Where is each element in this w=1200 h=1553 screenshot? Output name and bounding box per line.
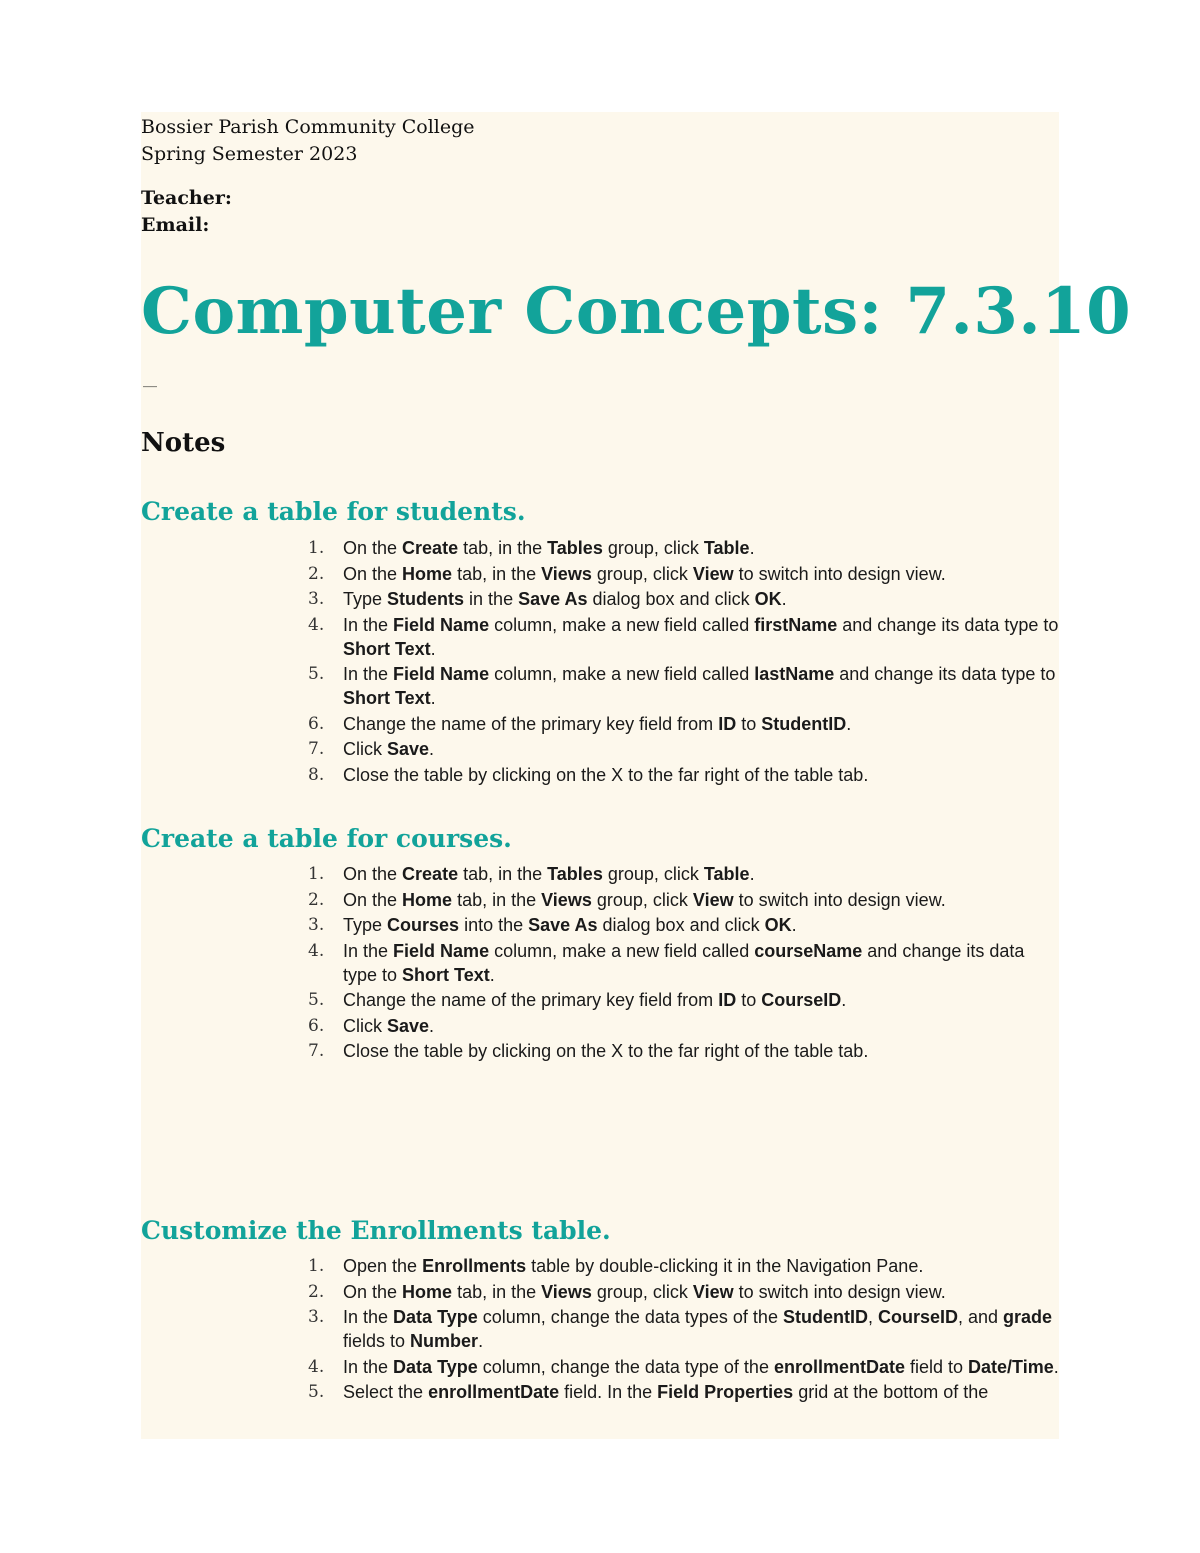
step-keyword: View <box>692 889 734 910</box>
step-keyword: enrollmentDate <box>428 1382 560 1402</box>
step-text: tab, in the <box>452 889 542 910</box>
steps-list-students <box>300 536 1060 788</box>
list-item <box>300 1380 1060 1404</box>
step-text: to switch into design view. <box>733 563 946 584</box>
list-item <box>300 939 1060 987</box>
list-item <box>300 1039 1060 1063</box>
step-text: On the <box>343 538 403 558</box>
step-text: . <box>841 990 847 1010</box>
step-text: group, click <box>591 889 693 910</box>
step-keyword: Tables <box>547 864 603 884</box>
list-item <box>300 862 1060 886</box>
step-text: Open the <box>343 1256 423 1276</box>
step-text: group, click <box>591 563 693 584</box>
notes-heading: Notes <box>141 428 226 458</box>
step-text: tab, in the <box>452 1281 542 1302</box>
list-item <box>300 1254 1060 1278</box>
step-text: dialog box and click <box>597 915 765 935</box>
step-keyword: View <box>692 1281 734 1302</box>
step-number: 7. <box>308 1041 325 1061</box>
step-text: In the <box>343 1307 394 1327</box>
step-keyword: firstName <box>754 614 838 635</box>
step-text: . <box>1053 1356 1059 1377</box>
list-item <box>300 1305 1060 1353</box>
step-text: table by double-clicking it in the Navigation Pane. <box>526 1256 924 1276</box>
step-text: and change its data type to <box>837 614 1059 635</box>
step-number: 8. <box>308 764 325 785</box>
step-keyword: courseName <box>754 940 863 961</box>
step-keyword: Field Properties <box>657 1382 794 1402</box>
step-keyword: Home <box>402 1281 453 1302</box>
step-text: On the <box>343 563 403 584</box>
step-text: to <box>736 990 762 1010</box>
step-keyword: lastName <box>754 664 835 684</box>
section-heading-enrollments: Customize the Enrollments table. <box>141 1216 611 1245</box>
step-text: and change its data type to <box>343 940 1025 985</box>
step-text: . <box>749 538 755 558</box>
step-text: On the <box>343 864 403 884</box>
step-text: in the <box>464 589 519 609</box>
list-item <box>300 763 1060 787</box>
step-keyword: View <box>692 563 734 584</box>
step-keyword: Table <box>703 538 750 558</box>
teacher-label: Teacher: <box>141 187 232 209</box>
semester: Spring Semester 2023 <box>141 143 358 165</box>
step-text: dialog box and click <box>587 589 755 609</box>
step-text: column, make a new field called <box>489 614 755 635</box>
step-number: 1. <box>308 864 325 884</box>
step-text: . <box>429 739 435 759</box>
step-keyword: Field Name <box>393 940 490 961</box>
step-text: field to <box>904 1356 969 1377</box>
step-number: 2. <box>308 1281 325 1302</box>
step-number: 4. <box>308 614 325 635</box>
list-item <box>300 1014 1060 1038</box>
step-text: column, change the data type of the <box>477 1356 774 1377</box>
step-keyword: Data Type <box>393 1356 478 1377</box>
step-number: 4. <box>308 940 325 961</box>
steps-list-enrollments <box>300 1254 1060 1406</box>
list-item <box>300 662 1060 710</box>
step-keyword: Save As <box>518 589 588 609</box>
step-text: , <box>867 1307 878 1327</box>
step-keyword: Home <box>402 563 453 584</box>
step-keyword: Views <box>541 563 592 584</box>
step-keyword: ID <box>718 990 737 1010</box>
step-keyword: Home <box>402 889 453 910</box>
step-keyword: grade <box>1003 1307 1053 1327</box>
step-number: 5. <box>308 990 325 1010</box>
email-label: Email: <box>141 214 210 236</box>
step-text: . <box>489 964 495 985</box>
horizontal-rule-mark: __ <box>143 372 157 388</box>
step-text: Type <box>343 915 388 935</box>
list-item <box>300 737 1060 761</box>
document-title: Computer Concepts: 7.3.10 <box>141 274 1132 349</box>
section-heading-courses: Create a table for courses. <box>141 824 512 853</box>
step-text: tab, in the <box>452 563 542 584</box>
step-number: 7. <box>308 739 325 759</box>
step-keyword: Create <box>402 538 459 558</box>
step-keyword: Tables <box>547 538 603 558</box>
list-item <box>300 913 1060 937</box>
step-keyword: Views <box>541 1281 592 1302</box>
step-keyword: Save <box>387 739 430 759</box>
step-keyword: Field Name <box>393 664 490 684</box>
step-text: tab, in the <box>458 538 548 558</box>
step-text: to <box>736 713 762 734</box>
step-text: to switch into design view. <box>733 1281 946 1302</box>
step-text: In the <box>343 940 394 961</box>
step-keyword: StudentID <box>761 713 847 734</box>
step-keyword: OK <box>764 915 792 935</box>
step-number: 1. <box>308 1256 325 1276</box>
step-number: 6. <box>308 713 325 734</box>
step-keyword: Data Type <box>393 1307 478 1327</box>
step-text: tab, in the <box>458 864 548 884</box>
list-item <box>300 988 1060 1012</box>
step-keyword: Save As <box>528 915 598 935</box>
step-keyword: Table <box>703 864 750 884</box>
step-keyword: Enrollments <box>422 1256 527 1276</box>
step-text: group, click <box>602 538 704 558</box>
step-text: . <box>430 688 436 708</box>
college-name: Bossier Parish Community College <box>141 116 475 138</box>
step-keyword: Courses <box>387 915 460 935</box>
step-keyword: Create <box>402 864 459 884</box>
step-number: 5. <box>308 664 325 684</box>
step-keyword: OK <box>754 589 782 609</box>
list-item <box>300 1355 1060 1379</box>
step-text: column, change the data types of the <box>477 1307 783 1327</box>
step-keyword: Short Text <box>343 638 431 659</box>
step-text: On the <box>343 889 403 910</box>
step-number: 5. <box>308 1382 325 1402</box>
step-text: grid at the bottom of the <box>793 1382 989 1402</box>
step-keyword: Views <box>541 889 592 910</box>
step-text: . <box>430 638 436 659</box>
step-keyword: ID <box>718 713 737 734</box>
step-text: Click <box>343 1015 387 1036</box>
steps-list-courses <box>300 862 1060 1065</box>
step-keyword: Students <box>387 589 465 609</box>
step-keyword: Date/Time <box>968 1356 1054 1377</box>
step-text: In the <box>343 1356 394 1377</box>
step-text: . <box>781 589 787 609</box>
step-text: . <box>749 864 755 884</box>
step-text: . <box>791 915 797 935</box>
step-text: . <box>846 713 852 734</box>
step-text: Close the table by clicking on the X to the far right of the table tab. <box>343 764 869 785</box>
list-item <box>300 587 1060 611</box>
list-item <box>300 613 1060 661</box>
step-text: Change the name of the primary key field from <box>343 713 719 734</box>
step-text: . <box>478 1331 484 1351</box>
step-text: group, click <box>591 1281 693 1302</box>
step-keyword: CourseID <box>761 990 842 1010</box>
step-keyword: Field Name <box>393 614 490 635</box>
step-text: field. In the <box>559 1382 658 1402</box>
list-item <box>300 712 1060 736</box>
step-text: to switch into design view. <box>733 889 946 910</box>
list-item <box>300 888 1060 912</box>
step-number: 6. <box>308 1015 325 1036</box>
list-item <box>300 536 1060 560</box>
step-number: 3. <box>308 915 325 935</box>
step-number: 3. <box>308 1307 325 1327</box>
step-keyword: Short Text <box>343 688 431 708</box>
step-text: into the <box>459 915 529 935</box>
step-text: Change the name of the primary key field from <box>343 990 719 1010</box>
step-keyword: enrollmentDate <box>773 1356 905 1377</box>
step-text: Type <box>343 589 388 609</box>
step-text: fields to <box>343 1331 411 1351</box>
step-keyword: CourseID <box>877 1307 958 1327</box>
step-text: . <box>429 1015 435 1036</box>
step-keyword: Number <box>410 1331 479 1351</box>
step-text: Close the table by clicking on the X to the far right of the table tab. <box>343 1041 869 1061</box>
step-text: column, make a new field called <box>489 664 755 684</box>
step-number: 4. <box>308 1356 325 1377</box>
step-number: 2. <box>308 889 325 910</box>
list-item <box>300 562 1060 586</box>
step-text: In the <box>343 614 394 635</box>
step-text: , and <box>957 1307 1004 1327</box>
step-text: column, make a new field called <box>489 940 755 961</box>
step-text: In the <box>343 664 394 684</box>
step-number: 1. <box>308 538 325 558</box>
step-text: and change its data type to <box>834 664 1056 684</box>
step-keyword: StudentID <box>782 1307 868 1327</box>
step-text: On the <box>343 1281 403 1302</box>
step-keyword: Save <box>387 1015 430 1036</box>
step-number: 2. <box>308 563 325 584</box>
step-keyword: Short Text <box>402 964 490 985</box>
step-text: Click <box>343 739 387 759</box>
step-text: Select the <box>343 1382 429 1402</box>
step-text: group, click <box>602 864 704 884</box>
list-item <box>300 1280 1060 1304</box>
step-number: 3. <box>308 589 325 609</box>
section-heading-students: Create a table for students. <box>141 497 526 526</box>
